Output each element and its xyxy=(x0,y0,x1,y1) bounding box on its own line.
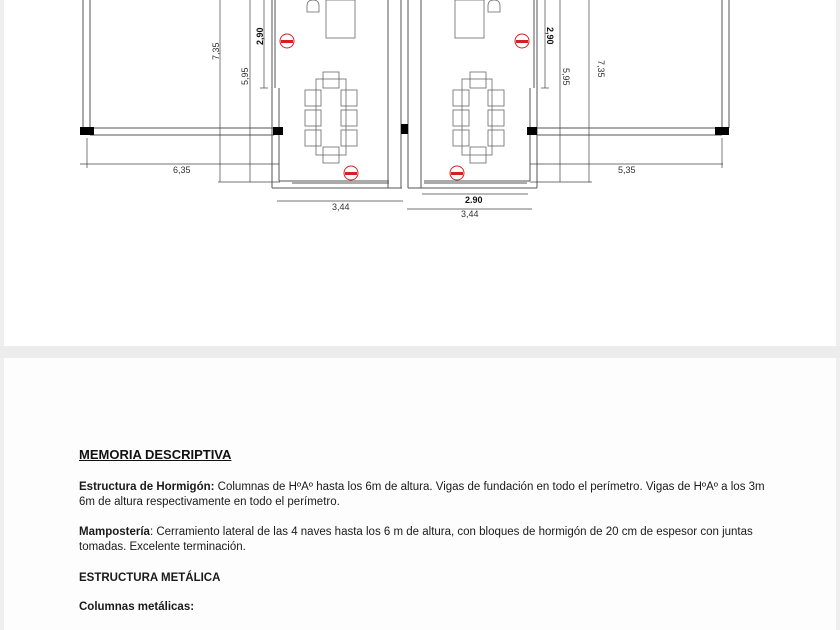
dim-left-height-outer: 7,35 xyxy=(211,42,221,60)
paragraph-hormigon xyxy=(79,480,769,510)
column xyxy=(527,127,537,135)
extinguisher-icon xyxy=(344,166,358,180)
dim-right-office-width: 3,44 xyxy=(461,209,479,219)
dim-right-office: 2,90 xyxy=(545,27,555,45)
dim-left-office-width: 3,44 xyxy=(332,202,350,212)
column xyxy=(715,127,729,135)
conference-table xyxy=(462,79,492,155)
extinguisher-icon xyxy=(280,34,294,48)
furniture xyxy=(305,0,504,163)
columns xyxy=(80,124,729,135)
desk xyxy=(326,0,355,38)
dim-right-height-inner: 5,95 xyxy=(561,68,571,86)
column xyxy=(80,127,94,135)
chair xyxy=(488,0,500,12)
memoria-title: MEMORIA DESCRIPTIVA xyxy=(79,447,232,462)
text-mamposteria: : Cerramiento lateral de las 4 naves hasta los 6 m de altura, con bloques de hormigón de 20 cm de espesor con juntas tomadas. Excelente terminación. xyxy=(79,526,753,553)
desk xyxy=(455,0,484,38)
paragraph-mamposteria xyxy=(79,525,769,555)
dim-right-height-outer: 7,35 xyxy=(596,60,606,78)
label-mamposteria: Mampostería xyxy=(79,526,150,538)
chair xyxy=(307,0,319,12)
subsection-columnas: Columnas metálicas: xyxy=(79,601,195,613)
conference-table xyxy=(316,79,346,155)
extinguisher-icon xyxy=(515,34,529,48)
page-separator xyxy=(0,346,840,358)
dim-left-office: 2,90 xyxy=(255,27,265,45)
column xyxy=(273,127,283,135)
walls xyxy=(83,0,729,188)
extinguisher-icon xyxy=(450,166,464,180)
section-estructura-metalica: ESTRUCTURA METÁLICA xyxy=(79,572,221,584)
label-hormigon: Estructura de Hormigón: xyxy=(79,481,215,493)
text-hormigon: Columnas de HºAº hasta los 6m de altura. Vigas de fundación en todo el perímetro. Vigas de HºAº a los 3m 6m de altura respectivamente en todo el perímetro. xyxy=(79,481,765,508)
dim-right-office-inner: 2.90 xyxy=(465,195,483,205)
dim-left-width: 6,35 xyxy=(173,165,191,175)
column xyxy=(401,124,408,134)
dim-left-height-inner: 5,95 xyxy=(240,67,250,85)
dim-right-width: 5,35 xyxy=(618,165,636,175)
